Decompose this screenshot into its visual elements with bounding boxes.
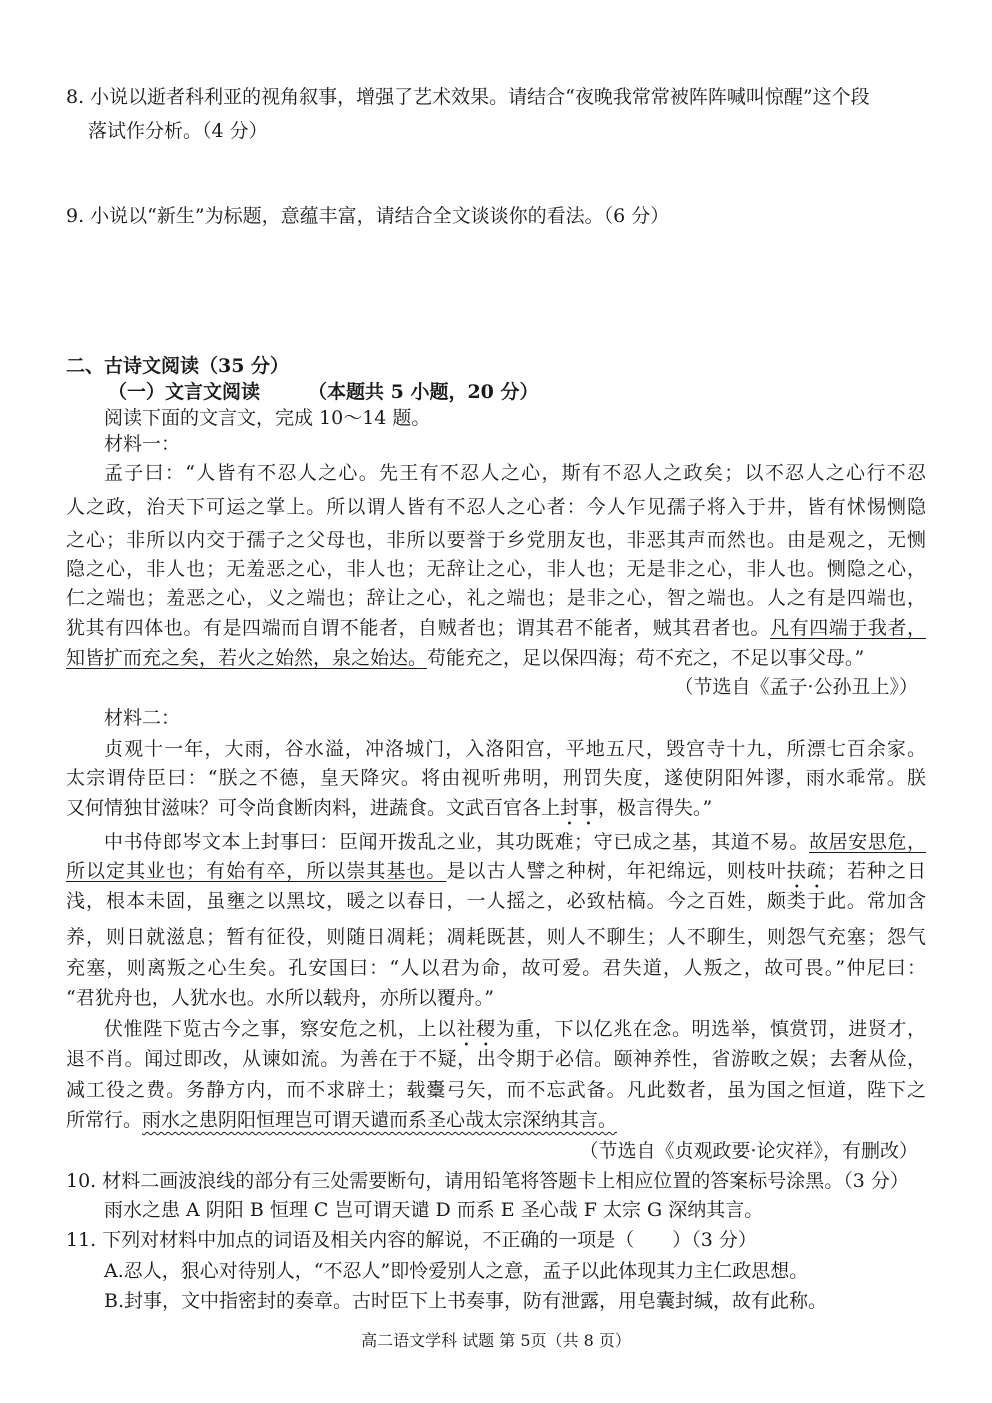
material2-p2-line4: 养，则日就滋息；暂有征役，则随日凋耗；凋耗既甚，则人不聊生；人不聊生，则怨气充塞；怨气 xyxy=(66,926,926,948)
material2-p1-line3: 又何情独甘滋味？可令尚食断肉料，进蔬食。文武百官各上封事，极言得失。” xyxy=(66,797,713,819)
material2-p2-line3: 浅，根本未固，虽壅之以黑坟，暖之以春日，一人摇之，必致枯槁。今之百姓，颇类于此。常加含 xyxy=(66,890,926,912)
material2-p1-line1: 贞观十一年，大雨，谷水溢，冲洛城门，入洛阳宫，平地五尺，毁宫寺十九，所漂七百余家。 xyxy=(104,738,926,760)
material1-line3: 之心；非所以内交于孺子之父母也，非所以要誉于乡党朋友也，非恶其声而然也。由是观之，无恻 xyxy=(66,529,926,551)
material1-label: 材料一： xyxy=(104,433,181,455)
q10-stem: 10. 材料二画波浪线的部分有三处需要断句，请用铅笔将答题卡上相应位置的答案标号涂黑。（3 分） xyxy=(66,1170,909,1192)
material2-p1-line2: 太宗谓侍臣曰：“朕之不德，皇天降灾。将由视听弗明，刑罚失度，遂使阴阳舛谬，雨水乖常。朕 xyxy=(66,767,926,789)
underlined-sentence-1a: 凡有四端于我者， xyxy=(770,617,926,639)
dotted-word-sheji: 社稷 xyxy=(456,1018,496,1040)
page-footer: 高二语文学科 试题 第 5页（共 8 页） xyxy=(361,1331,631,1350)
q8-line2: 落试作分析。（4 分） xyxy=(88,120,268,142)
material1-source: （节选自《孟子·公孙丑上》） xyxy=(674,676,918,698)
material2-label: 材料二： xyxy=(104,707,181,729)
material1-line7: 知皆扩而充之矣，若火之始然，泉之始达。苟能充之，足以保四海；苟不充之，不足以事父母。” xyxy=(66,647,865,669)
material2-p2-line6: “君犹舟也，人犹水也。水所以载舟，亦所以覆舟。” xyxy=(66,987,494,1009)
material2-p3-line1: 伏惟陛下览古今之事，察安危之机，上以社稷为重，下以亿兆在念。明选举，慎赏罚，进贤才， xyxy=(104,1018,926,1040)
material2-p2-line1: 中书侍郎岑文本上封事曰：臣闻开拨乱之业，其功既难；守已成之基，其道不易。故居安思危， xyxy=(104,831,926,853)
dotted-word-fengshi: 封事 xyxy=(560,797,599,819)
dotted-word-fushu: 扶疏 xyxy=(786,860,827,882)
material1-line5: 仁之端也；羞恶之心，义之端也；辞让之心，礼之端也；是非之心，智之端也。人之有是四端也， xyxy=(66,587,926,609)
material1-line2: 人之政，治天下可运之掌上。所以谓人皆有不忍人之心者：今人乍见孺子将入于井，皆有怵惕恻隐 xyxy=(66,496,926,518)
q8-line1: 8. 小说以逝者科利亚的视角叙事，增强了艺术效果。请结合“夜晚我常常被阵阵喊叫惊醒”这个段 xyxy=(66,86,870,108)
sub-heading-note: （本题共 5 小题，20 分） xyxy=(308,381,539,403)
material1-line6: 犹其有四体也。有是四端而自谓不能者，自贼者也；谓其君不能者，贼其君者也。凡有四端于我者， xyxy=(66,617,926,639)
q10-options: 雨水之患 A 阴阳 B 恒理 C 岂可谓天谴 D 而系 E 圣心哉 F 太宗 G 深纳其言。 xyxy=(104,1199,764,1221)
material2-p3-line2: 退不肖。闻过即改，从谏如流。为善在于不疑，出令期于必信。颐神养性，省游畋之娱；去奢从俭， xyxy=(66,1048,926,1070)
material2-p3-line4: 所常行。雨水之患阴阳恒理岂可谓天谴而系圣心哉太宗深纳其言。 xyxy=(66,1109,618,1131)
material2-p3-line3: 减工役之费。务静方内，而不求辟土；载櫜弓矢，而不忘武备。凡此数者，虽为国之恒道，陛下之 xyxy=(66,1079,926,1101)
section-heading: 二、古诗文阅读（35 分） xyxy=(66,355,290,377)
material1-line1: 孟子曰：“人皆有不忍人之心。先王有不忍人之心，斯有不忍人之政矣；以不忍人之心行不忍 xyxy=(104,462,926,484)
sub-heading xyxy=(108,379,539,405)
material2-source: （节选自《贞观政要·论灾祥》，有删改） xyxy=(579,1140,918,1162)
sub-heading-title: （一）文言文阅读 xyxy=(108,381,261,403)
q11-option-a: A.忍人，狠心对待别人，“不忍人”即怜爱别人之意，孟子以此体现其力主仁政思想。 xyxy=(104,1260,809,1282)
material2-p2-line2: 所以定其业也；有始有卒，所以崇其基也。是以古人譬之种树，年祀绵远，则枝叶扶疏；若种之日 xyxy=(66,860,926,882)
material1-line4: 隐之心，非人也；无羞恶之心，非人也；无辞让之心，非人也；无是非之心，非人也。恻隐之心， xyxy=(66,558,926,580)
q11-stem: 11. 下列对材料中加点的词语及相关内容的解说，不正确的一项是（ ）（3 分） xyxy=(66,1229,757,1251)
underlined-sentence-1b: 知皆扩而充之矣，若火之始然，泉之始达。 xyxy=(66,647,428,669)
q9: 9. 小说以“新生”为标题，意蕴丰富，请结合全文谈谈你的看法。（6 分） xyxy=(66,205,670,227)
underlined-sentence-2a: 故居安思危， xyxy=(809,831,926,853)
underlined-sentence-2b: 所以定其业也；有始有卒，所以崇其基也。 xyxy=(66,860,447,882)
material2-p2-line5: 充塞，则离叛之心生矣。孔安国曰：“人以君为命，故可爱。君失道，人叛之，故可畏。”仲尼曰： xyxy=(66,957,926,979)
q11-option-b: B.封事，文中指密封的奏章。古时臣下上书奏事，防有泄露，用皂囊封缄，故有此称。 xyxy=(104,1290,828,1312)
reading-intro: 阅读下面的文言文，完成 10～14 题。 xyxy=(104,407,431,429)
wavy-underlined-passage: 雨水之患阴阳恒理岂可谓天谴而系圣心哉太宗深纳其言。 xyxy=(142,1109,618,1131)
